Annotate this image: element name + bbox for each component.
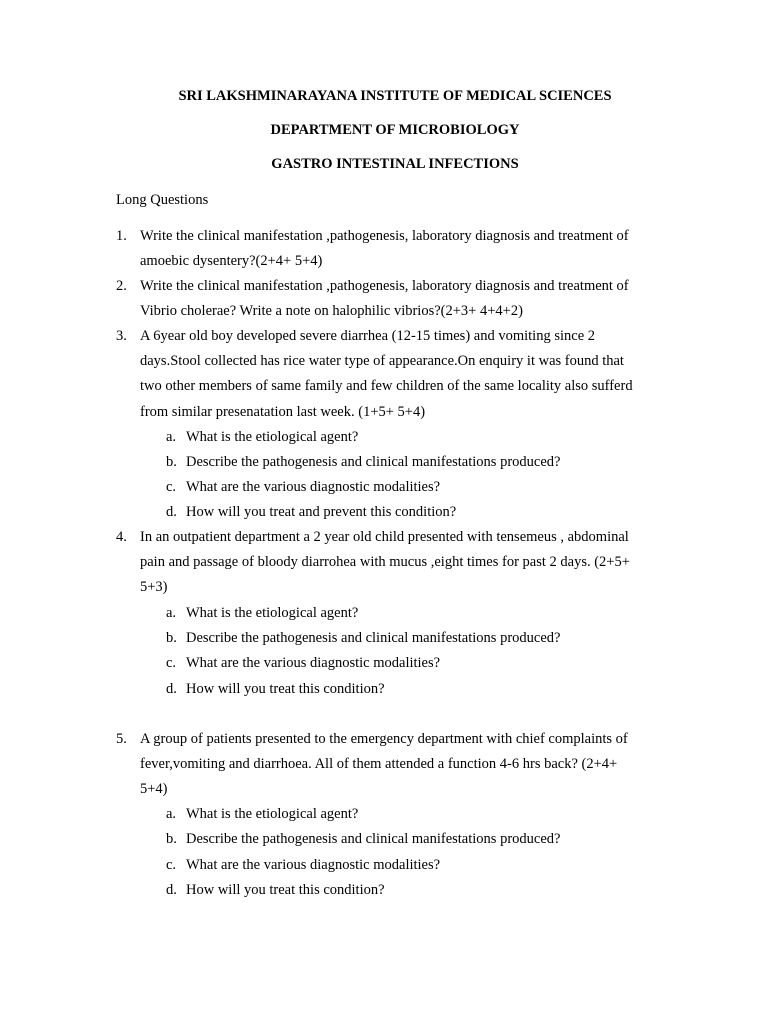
question-line: A 6year old boy developed severe diarrhea (12-15 times) and vomiting since 2 [140, 328, 596, 344]
department-title: DEPARTMENT OF MICROBIOLOGY [270, 122, 520, 138]
sub-question-letter: c. [166, 857, 177, 873]
question-line: Write the clinical manifestation ,pathogenesis, laboratory diagnosis and treatment of [140, 228, 629, 244]
sub-question-text: What are the various diagnostic modalities? [186, 857, 441, 873]
sub-question-text: How will you treat and prevent this condition? [186, 504, 457, 520]
question-line: Write the clinical manifestation ,pathogenesis, laboratory diagnosis and treatment of [140, 278, 629, 294]
question-line: 5+4) [140, 781, 168, 797]
question-number: 5. [116, 731, 127, 747]
sub-question-letter: a. [166, 806, 177, 822]
sub-question-letter: d. [166, 882, 177, 898]
question-line: A group of patients presented to the emergency department with chief complaints of [140, 731, 628, 747]
question-line: pain and passage of bloody diarrohea with mucus ,eight times for past 2 days. (2+5+ [140, 554, 630, 570]
sub-question-letter: a. [166, 605, 177, 621]
sub-question-text: What is the etiological agent? [186, 429, 359, 445]
question-line: from similar presenatation last week. (1+5+ 5+4) [140, 404, 426, 420]
sub-question-text: How will you treat this condition? [186, 882, 385, 898]
sub-question-letter: b. [166, 831, 177, 847]
sub-question-text: Describe the pathogenesis and clinical manifestations produced? [186, 630, 561, 646]
sub-question-letter: d. [166, 681, 177, 697]
sub-question-letter: b. [166, 454, 177, 470]
question-line: Vibrio cholerae? Write a note on halophilic vibrios?(2+3+ 4+4+2) [140, 303, 523, 319]
sub-question-text: What are the various diagnostic modalities? [186, 655, 441, 671]
section-label: Long Questions [116, 192, 209, 208]
question-line: 5+3) [140, 579, 168, 595]
sub-question-text: What is the etiological agent? [186, 605, 359, 621]
institute-title: SRI LAKSHMINARAYANA INSTITUTE OF MEDICAL SCIENCES [178, 88, 612, 104]
sub-question-text: What is the etiological agent? [186, 806, 359, 822]
question-line: days.Stool collected has rice water type of appearance.On enquiry it was found that [140, 353, 624, 369]
sub-question-letter: b. [166, 630, 177, 646]
sub-question-letter: a. [166, 429, 177, 445]
sub-question-text: What are the various diagnostic modalities? [186, 479, 441, 495]
topic-title: GASTRO INTESTINAL INFECTIONS [271, 156, 519, 172]
question-number: 3. [116, 328, 127, 344]
sub-question-text: Describe the pathogenesis and clinical manifestations produced? [186, 454, 561, 470]
sub-question-text: Describe the pathogenesis and clinical manifestations produced? [186, 831, 561, 847]
sub-question-letter: c. [166, 479, 177, 495]
question-line: amoebic dysentery?(2+4+ 5+4) [140, 253, 323, 269]
question-number: 4. [116, 529, 127, 545]
sub-question-text: How will you treat this condition? [186, 681, 385, 697]
sub-question-letter: d. [166, 504, 177, 520]
question-line: two other members of same family and few children of the same locality also sufferd [140, 378, 633, 394]
question-number: 1. [116, 228, 127, 244]
question-line: In an outpatient department a 2 year old child presented with tensemeus , abdominal [140, 529, 629, 545]
question-line: fever,vomiting and diarrhoea. All of them attended a function 4-6 hrs back? (2+4+ [140, 756, 618, 772]
question-number: 2. [116, 278, 127, 294]
sub-question-letter: c. [166, 655, 177, 671]
